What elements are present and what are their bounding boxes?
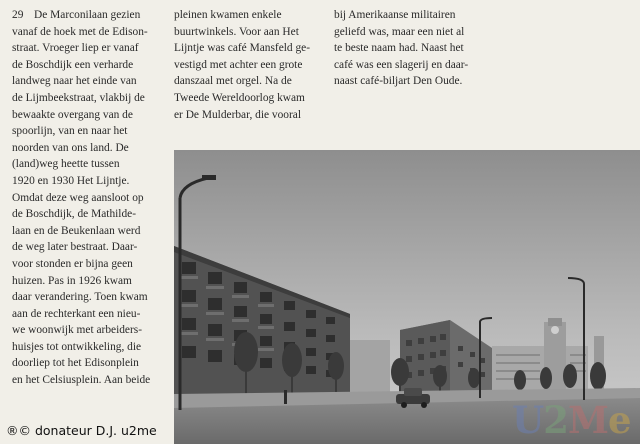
text-line: straat. Vroeger liep er vanaf [12, 42, 139, 55]
page-number: 29 [12, 9, 24, 21]
text-line: spoorlijn, van en naar het [12, 125, 128, 138]
text-line: noorden van ons land. De [12, 141, 129, 154]
text-line: de weg later bestraat. Daar- [12, 241, 138, 254]
text-line: bij Amerikaanse militairen [334, 9, 456, 21]
text-line: café was een slagerij en daar- [334, 58, 469, 71]
text-line: geliefd was, maar een niet al [334, 25, 465, 38]
credit-caption: ®© donateur D.J. u2me [6, 423, 157, 438]
text-line: we woonwijk met arbeiders- [12, 324, 143, 337]
text-column-1 [12, 7, 150, 389]
text-line: de Lijmbeekstraat, vlakbij de [12, 91, 145, 104]
text-line: vanaf de hoek met de Edison- [12, 25, 148, 38]
text-line: vestigd met achter een grote [174, 58, 303, 71]
text-line: 1920 en 1930 Het Lijntje. [12, 174, 130, 187]
text-line: naast café-biljart Den Oude. [334, 75, 463, 88]
text-column-3 [334, 7, 468, 90]
text-line: daar verandering. Toen kwam [12, 291, 148, 304]
text-line: en het Celsiusplein. Aan beide [12, 374, 151, 387]
text-column-2 [174, 7, 310, 123]
text-line: Lijntje was café Mansfeld ge- [174, 42, 310, 55]
text-line: Tweede Wereldoorlog kwam [174, 91, 305, 104]
text-line: de Boschdijk een verharde [12, 58, 134, 71]
text-line: pleinen kwamen enkele [174, 9, 282, 21]
text-line: danszaal met orgel. Na de [174, 75, 292, 88]
text-line: laan en de Beukenlaan werd [12, 224, 141, 237]
text-line: huizen. Pas in 1926 kwam [12, 274, 132, 287]
text-line: (land)weg heette tussen [12, 158, 120, 171]
pedestrian [284, 390, 287, 404]
text-line: Omdat deze weg aansloot op [12, 191, 144, 204]
text-line: landweg naar het einde van [12, 75, 137, 88]
text-line: de Boschdijk, de Mathilde- [12, 208, 137, 221]
text-line: er De Mulderbar, die vooral [174, 108, 302, 121]
text-line: voor stonden er bijna geen [12, 257, 133, 270]
text-line: aan de rechterkant een nieu- [12, 307, 141, 320]
text-line: doorliep tot het Edisonplein [12, 357, 139, 370]
text-line: huisjes tot ontwikkeling, die [12, 340, 142, 353]
text-line: buurtwinkels. Voor aan Het [174, 25, 299, 38]
text-line: bewaakte overgang van de [12, 108, 133, 121]
u2me-watermark-logo: U2Me [512, 398, 631, 442]
text-line: te beste naam had. Naast het [334, 42, 464, 55]
text-line: 29 De Marconilaan gezien [12, 7, 150, 24]
